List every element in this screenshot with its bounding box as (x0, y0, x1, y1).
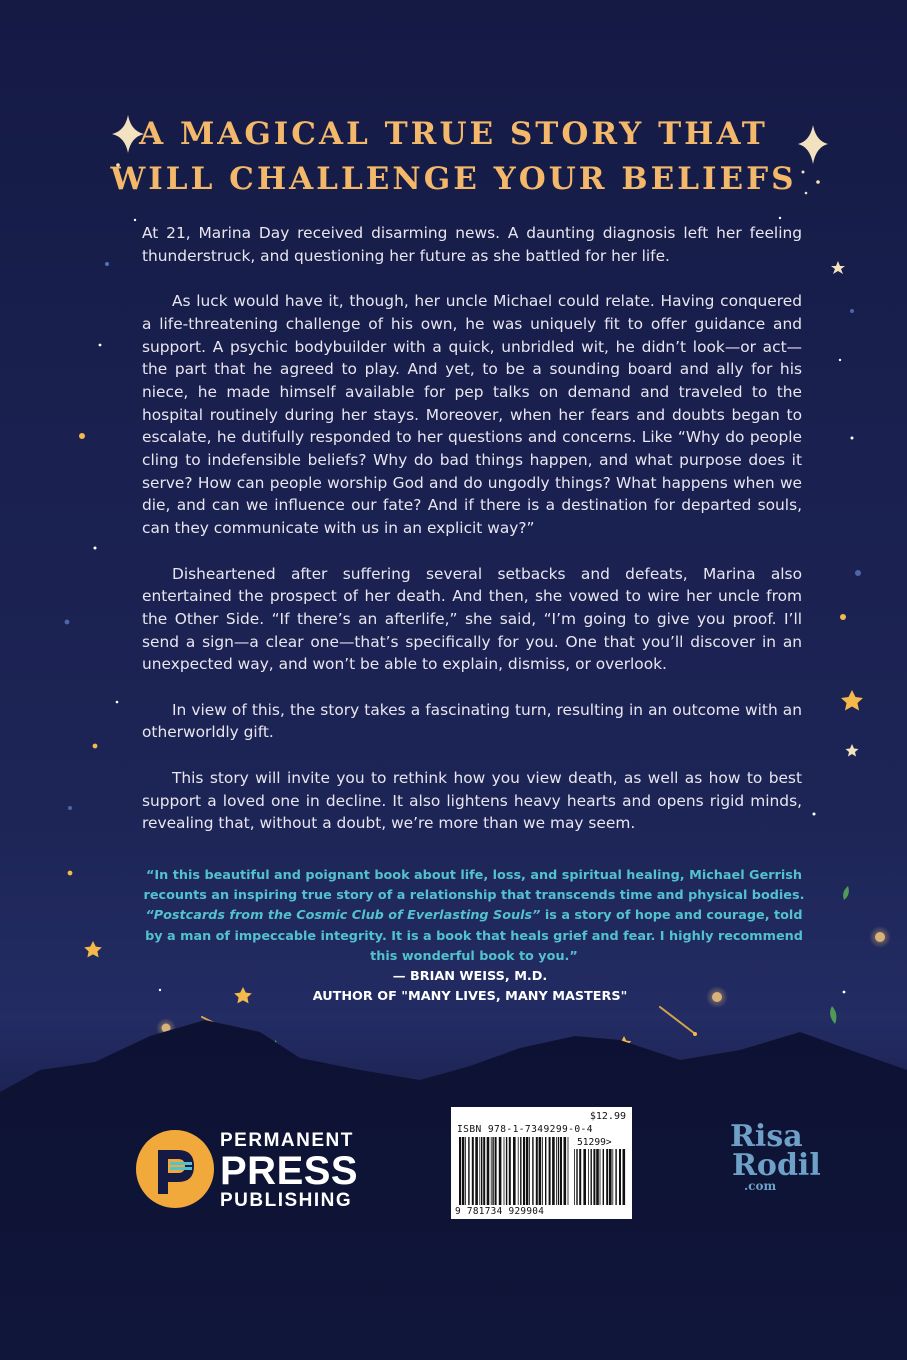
headline-line-1: A MAGICAL TRUE STORY THAT (139, 116, 768, 152)
barcode-bars-icon (459, 1137, 569, 1205)
quote-text-2: is a story of hope and courage, told by a man of impeccable integrity. It is a book that heals grief and fear. I highly recommend this wonderful book to you.” (145, 908, 803, 964)
synopsis (142, 222, 802, 858)
headline (0, 112, 907, 202)
synopsis-paragraph-4: In view of this, the story takes a fascinating turn, resulting in an outcome with an otherworldly gift. (142, 700, 802, 742)
star-icon (846, 744, 859, 757)
leaf-icon (843, 886, 849, 900)
synopsis-paragraph-2: As luck would have it, though, her uncle Michael could relate. Having conquered a life-threatening challenge of his own, he was uniquely fit to offer guidance and support. A psychic bodybuilder with a quick, unbridled wit, he didn’t look—or act—the part that he agreed to play. And yet, to be a sounding board and ally for his niece, he made himself available for pep talks on demand and traveled to the hospital routinely during her stays. Moreover, when her fears and doubts began to escalate, he dutifully responded to her questions and concerns. Like “Why do people cling to indefensible beliefs? Why do bad things happen, and what purpose does it serve? How can people worship God and do ungodly things? What happens when we die, and can we influence our fate? And if there is a destination for departed souls, can they communicate with us in an explicit way?” (142, 292, 802, 538)
attribution-name: — BRIAN WEISS, M.D. (392, 969, 548, 984)
publisher-p-icon (134, 1128, 216, 1210)
barcode-ean-number: 9 781734 929904 (455, 1206, 545, 1217)
illustrator-line-2: Rodil (732, 1148, 821, 1183)
synopsis-paragraph-5: This story will invite you to rethink how you view death, as well as how to best support a loved one in decline. It also lightens heavy hearts and opens rigid minds, revealing that, without a doubt, we’re more than we may seem. (142, 768, 802, 833)
publisher-logo (134, 1128, 359, 1212)
star-icon (841, 690, 863, 711)
barcode-addon-number: 51299> (577, 1137, 612, 1148)
synopsis-paragraph-1: At 21, Marina Day received disarming news. A daunting diagnosis left her feeling thunderstruck, and questioning her future as she battled for her life. (142, 224, 802, 265)
synopsis-paragraph-3: Disheartened after suffering several setbacks and defeats, Marina also entertained the prospect of her death. And then, she vowed to wire her uncle from the Other Side. “If there’s an afterlife,” she said, “I’m going to give you proof. I’ll send a sign—a clear one—that’s specifically for you. One that you’ll discover in an unexpected way, and won’t be able to explain, dismiss, or overlook. (142, 564, 802, 674)
isbn-barcode (451, 1107, 632, 1219)
leaf-icon (830, 1006, 836, 1024)
barcode-addon-bars-icon (574, 1149, 626, 1205)
illustrator-logo (730, 1119, 821, 1193)
endorsement-attribution (200, 967, 740, 1007)
publisher-line-3: PUBLISHING (220, 1190, 353, 1211)
barcode-isbn: ISBN 978-1-7349299-0-4 (457, 1124, 593, 1135)
publisher-line-2: PRESS (220, 1149, 359, 1193)
quote-book-title: “Postcards from the Cosmic Club of Everlasting Souls” (145, 908, 541, 924)
headline-line-2: WILL CHALLENGE YOUR BELIEFS (110, 161, 797, 197)
quote-text-1: “In this beautiful and poignant book about life, loss, and spiritual healing, Michael Gerrish recounts an inspiring true story of a relationship that transcends time and physical bodies. (143, 868, 805, 904)
illustrator-line-1: Risa (730, 1119, 803, 1154)
endorsement-quote (136, 866, 812, 967)
barcode-price: $12.99 (589, 1111, 626, 1122)
publisher-line-1: PERMANENT (220, 1130, 354, 1151)
shooting-star-icon (660, 1007, 694, 1033)
illustrator-line-3: .com (744, 1179, 777, 1193)
star-icon (831, 261, 845, 274)
attribution-role: AUTHOR OF "MANY LIVES, MANY MASTERS" (312, 989, 628, 1004)
star-icon (84, 941, 102, 957)
publisher-name (220, 1130, 358, 1212)
